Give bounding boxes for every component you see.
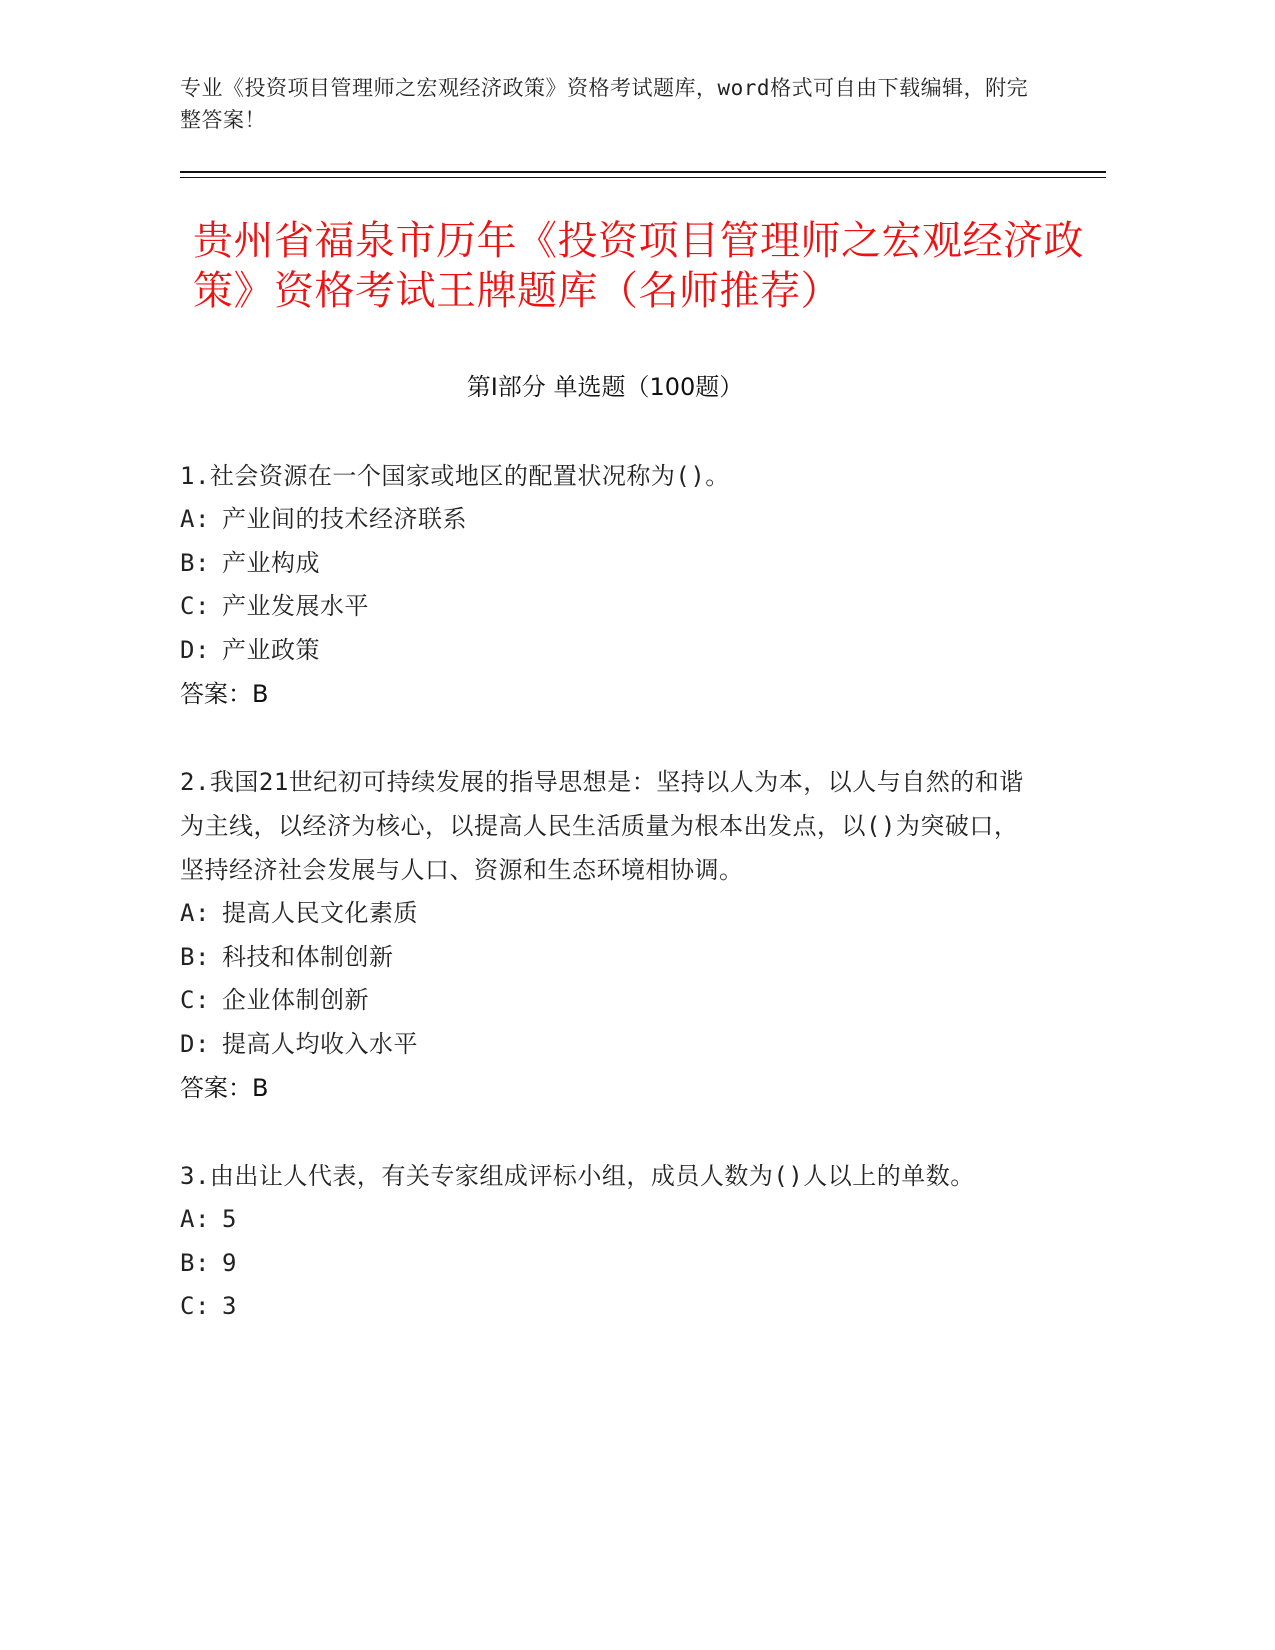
option-text: 提高人均收入水平 bbox=[222, 1029, 418, 1058]
option-c bbox=[180, 585, 1030, 629]
option-d bbox=[180, 629, 1030, 673]
option-b bbox=[180, 936, 1030, 980]
question-stem: 2.我国21世纪初可持续发展的指导思想是：坚持以人为本，以人与自然的和谐为主线，以经济为核心，以提高人民生活质量为根本出发点，以()为突破口，坚持经济社会发展与人口、资源和生态环境相协调。 bbox=[180, 768, 1024, 884]
option-key: A: bbox=[180, 899, 210, 927]
question-list bbox=[180, 454, 1030, 1373]
header-divider-thin bbox=[180, 177, 1106, 178]
option-a bbox=[180, 892, 1030, 936]
option-text: 5 bbox=[222, 1205, 237, 1233]
option-key: C: bbox=[180, 1292, 210, 1320]
option-key: B: bbox=[180, 1248, 210, 1277]
option-key: D: bbox=[180, 635, 210, 664]
option-key: C: bbox=[180, 986, 210, 1014]
option-text: 科技和体制创新 bbox=[222, 942, 394, 971]
section-title: 第Ⅰ部分 单选题（100题） bbox=[466, 373, 744, 401]
question-2 bbox=[180, 760, 1030, 1110]
option-d bbox=[180, 1023, 1030, 1067]
answer: 答案：B bbox=[180, 1074, 269, 1102]
question-stem: 3.由出让人代表，有关专家组成评标小组，成员人数为()人以上的单数。 bbox=[180, 1162, 975, 1190]
option-c bbox=[180, 1285, 1030, 1329]
header-divider-thick bbox=[180, 171, 1106, 173]
option-text: 产业间的技术经济联系 bbox=[222, 505, 467, 533]
option-b bbox=[180, 1242, 1030, 1286]
option-c bbox=[180, 979, 1030, 1023]
option-key: B: bbox=[180, 548, 210, 577]
option-key: A: bbox=[180, 505, 210, 533]
question-stem: 1.社会资源在一个国家或地区的配置状况称为()。 bbox=[180, 462, 730, 490]
option-key: A: bbox=[180, 1205, 210, 1233]
option-key: B: bbox=[180, 942, 210, 971]
option-text: 3 bbox=[222, 1292, 237, 1320]
option-key: D: bbox=[180, 1029, 210, 1058]
question-1 bbox=[180, 454, 1030, 716]
option-a bbox=[180, 1198, 1030, 1242]
option-b bbox=[180, 542, 1030, 586]
option-text: 9 bbox=[222, 1248, 237, 1277]
option-a bbox=[180, 498, 1030, 542]
option-text: 产业发展水平 bbox=[222, 592, 369, 620]
question-3 bbox=[180, 1154, 1030, 1329]
option-text: 提高人民文化素质 bbox=[222, 899, 418, 927]
document-title: 贵州省福泉市历年《投资项目管理师之宏观经济政策》资格考试王牌题库（名师推荐） bbox=[193, 218, 1084, 314]
option-text: 产业构成 bbox=[222, 548, 320, 577]
option-text: 企业体制创新 bbox=[222, 986, 369, 1014]
header-note: 专业《投资项目管理师之宏观经济政策》资格考试题库，word格式可自由下载编辑，附完整答案！ bbox=[180, 76, 1029, 132]
answer: 答案：B bbox=[180, 680, 269, 708]
option-text: 产业政策 bbox=[222, 635, 320, 664]
option-key: C: bbox=[180, 592, 210, 620]
